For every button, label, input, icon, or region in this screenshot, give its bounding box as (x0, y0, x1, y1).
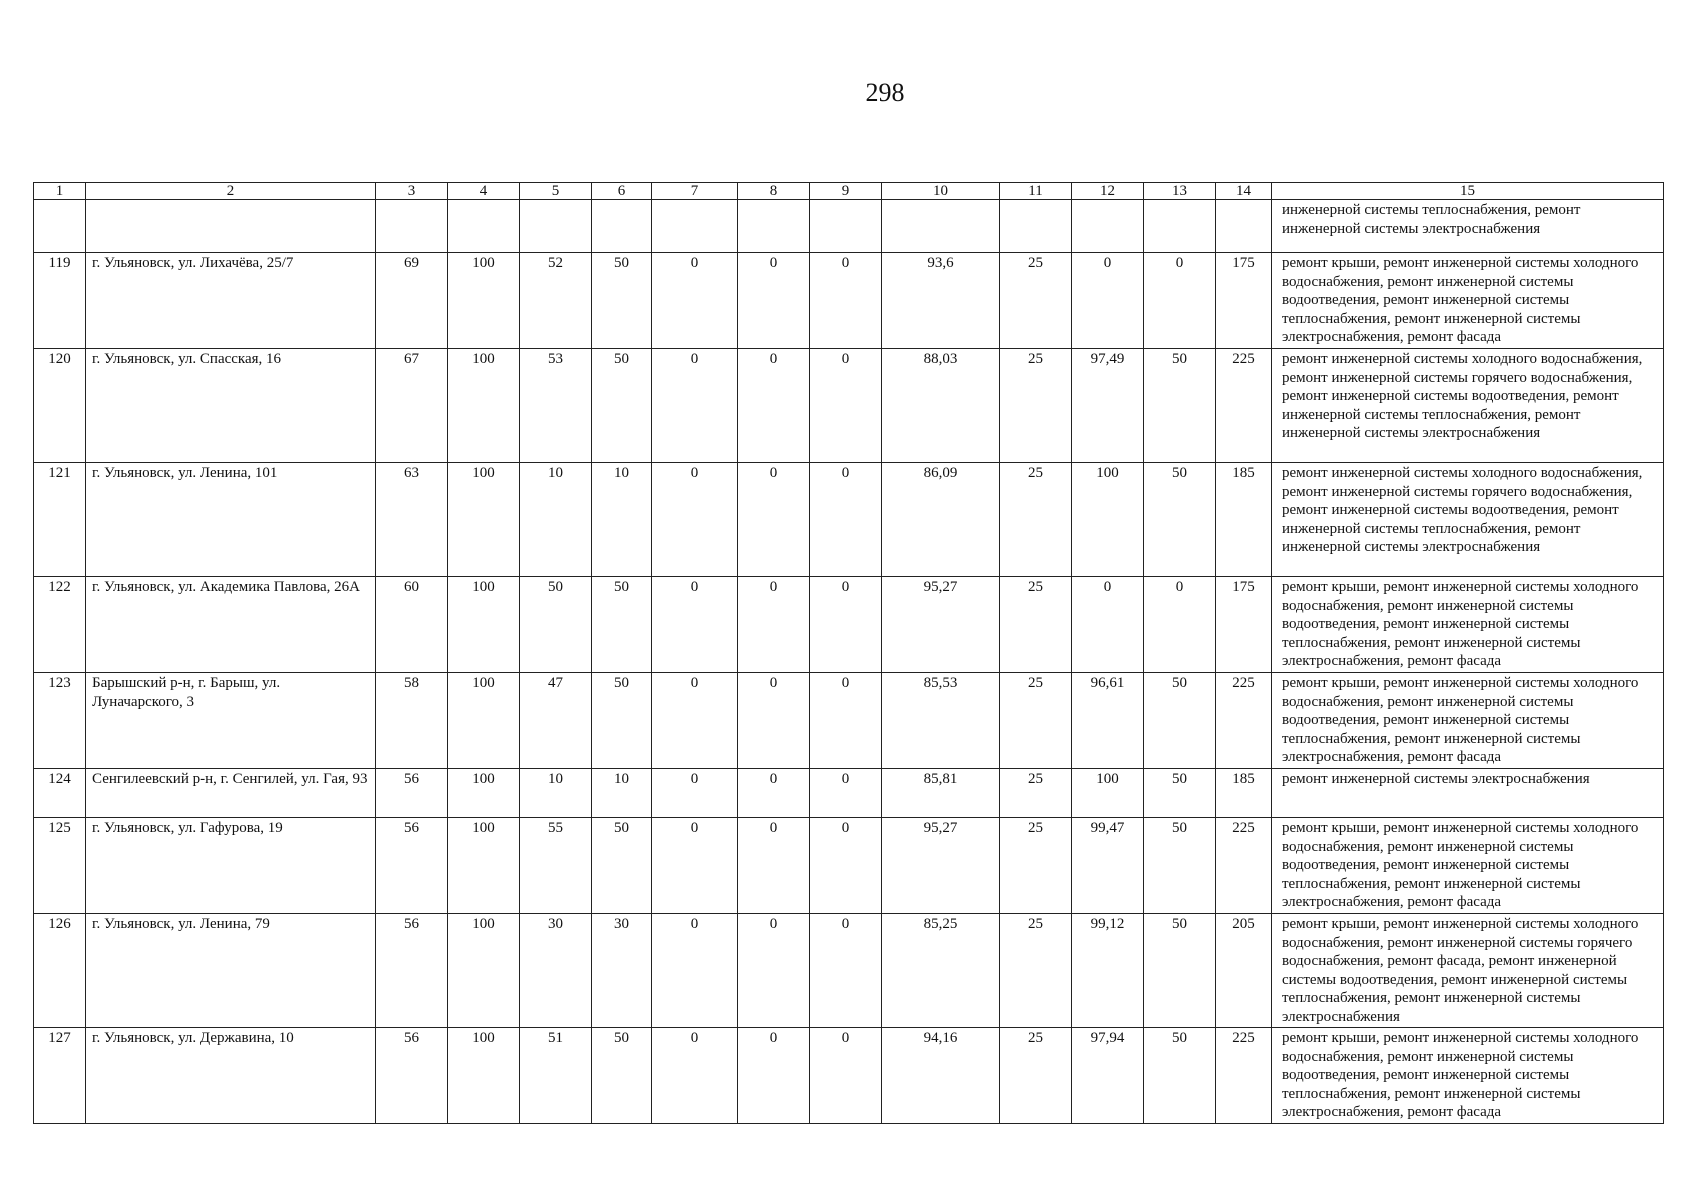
header-col-3: 3 (376, 183, 448, 200)
table-row (34, 914, 1664, 1028)
cell-col-4: 100 (448, 349, 520, 463)
header-col-1: 1 (34, 183, 86, 200)
header-col-2: 2 (86, 183, 376, 200)
cell-col-10: 94,16 (882, 1028, 1000, 1124)
cell-num: 120 (34, 349, 86, 463)
cell-col-7: 0 (652, 253, 738, 349)
cell-col-6: 50 (592, 253, 652, 349)
cell-col-10: 93,6 (882, 253, 1000, 349)
table-row (34, 463, 1664, 577)
cell-col-9: 0 (810, 914, 882, 1028)
header-col-14: 14 (1216, 183, 1272, 200)
header-col-8: 8 (738, 183, 810, 200)
cell-col-4: 100 (448, 673, 520, 769)
cell-col-7: 0 (652, 463, 738, 577)
cell-works: ремонт крыши, ремонт инженерной системы холодного водоснабжения, ремонт инженерной системы водоотведения, ремонт инженерной системы теплоснабжения, ремонт инженерной системы электроснабжения, ремонт фасада (1272, 673, 1664, 769)
cell-col-11: 25 (1000, 769, 1072, 818)
cell-col-14: 225 (1216, 349, 1272, 463)
cell-empty (86, 200, 376, 253)
cell-col-6: 10 (592, 463, 652, 577)
header-row (34, 183, 1664, 200)
cell-col-9: 0 (810, 673, 882, 769)
cell-col-9: 0 (810, 253, 882, 349)
cell-num: 123 (34, 673, 86, 769)
cell-col-13: 0 (1144, 253, 1216, 349)
cell-col-4: 100 (448, 818, 520, 914)
cell-col-9: 0 (810, 769, 882, 818)
header-col-4: 4 (448, 183, 520, 200)
header-col-15: 15 (1272, 183, 1664, 200)
cell-col-8: 0 (738, 673, 810, 769)
cell-col-4: 100 (448, 914, 520, 1028)
cell-col-3: 56 (376, 818, 448, 914)
table-row (34, 1028, 1664, 1124)
cell-col-10: 95,27 (882, 818, 1000, 914)
cell-col-10: 85,81 (882, 769, 1000, 818)
cell-col-12: 97,94 (1072, 1028, 1144, 1124)
cell-col-3: 69 (376, 253, 448, 349)
cell-col-9: 0 (810, 577, 882, 673)
continuation-row (34, 200, 1664, 253)
cell-col-10: 85,53 (882, 673, 1000, 769)
header-col-7: 7 (652, 183, 738, 200)
cell-col-4: 100 (448, 1028, 520, 1124)
cell-col-13: 50 (1144, 349, 1216, 463)
cell-col-5: 52 (520, 253, 592, 349)
cell-address: г. Ульяновск, ул. Гафурова, 19 (86, 818, 376, 914)
cell-col-10: 85,25 (882, 914, 1000, 1028)
cell-col-11: 25 (1000, 577, 1072, 673)
header-col-9: 9 (810, 183, 882, 200)
cell-address: Сенгилеевский р-н, г. Сенгилей, ул. Гая, 93 (86, 769, 376, 818)
header-col-5: 5 (520, 183, 592, 200)
cell-col-12: 97,49 (1072, 349, 1144, 463)
cell-works: ремонт крыши, ремонт инженерной системы холодного водоснабжения, ремонт инженерной системы водоотведения, ремонт инженерной системы теплоснабжения, ремонт инженерной системы электроснабжения, ремонт фасада (1272, 577, 1664, 673)
cell-col-5: 51 (520, 1028, 592, 1124)
cell-col-3: 63 (376, 463, 448, 577)
cell-empty (520, 200, 592, 253)
cell-col-3: 60 (376, 577, 448, 673)
cell-col-12: 0 (1072, 253, 1144, 349)
cell-col-13: 0 (1144, 577, 1216, 673)
page-number: 298 (865, 78, 905, 107)
cell-works: ремонт инженерной системы электроснабжения (1272, 769, 1664, 818)
cell-col-6: 10 (592, 769, 652, 818)
cell-empty (376, 200, 448, 253)
cell-col-3: 56 (376, 769, 448, 818)
cell-col-7: 0 (652, 673, 738, 769)
cell-col-13: 50 (1144, 1028, 1216, 1124)
cell-col-8: 0 (738, 349, 810, 463)
cell-col-7: 0 (652, 914, 738, 1028)
cell-col-9: 0 (810, 818, 882, 914)
cell-works: ремонт инженерной системы холодного водоснабжения, ремонт инженерной системы горячего водоснабжения, ремонт инженерной системы водоотведения, ремонт инженерной системы теплоснабжения, ремонт инженерной системы электроснабжения (1272, 349, 1664, 463)
cell-num: 121 (34, 463, 86, 577)
cell-col-10: 95,27 (882, 577, 1000, 673)
cell-col-10: 86,09 (882, 463, 1000, 577)
cell-empty (448, 200, 520, 253)
cell-col-6: 50 (592, 1028, 652, 1124)
cell-col-5: 55 (520, 818, 592, 914)
cell-col-11: 25 (1000, 253, 1072, 349)
cell-col-5: 10 (520, 769, 592, 818)
cell-col-8: 0 (738, 1028, 810, 1124)
cell-address: г. Ульяновск, ул. Ленина, 101 (86, 463, 376, 577)
cell-address: г. Ульяновск, ул. Лихачёва, 25/7 (86, 253, 376, 349)
cell-col-14: 225 (1216, 1028, 1272, 1124)
table-row (34, 349, 1664, 463)
cell-col-12: 100 (1072, 463, 1144, 577)
cell-num: 125 (34, 818, 86, 914)
cell-col-11: 25 (1000, 914, 1072, 1028)
cell-col-7: 0 (652, 349, 738, 463)
cell-col-7: 0 (652, 1028, 738, 1124)
cell-address: Барышский р-н, г. Барыш, ул. Луначарского, 3 (86, 673, 376, 769)
cell-col-14: 225 (1216, 673, 1272, 769)
cell-col-3: 58 (376, 673, 448, 769)
cell-address: г. Ульяновск, ул. Державина, 10 (86, 1028, 376, 1124)
cell-empty (738, 200, 810, 253)
cell-works: ремонт крыши, ремонт инженерной системы холодного водоснабжения, ремонт инженерной системы горячего водоснабжения, ремонт фасада, ремонт инженерной системы водоотведения, ремонт инженерной системы теплоснабжения, ремонт инженерной системы электроснабжения (1272, 914, 1664, 1028)
cell-col-4: 100 (448, 769, 520, 818)
cell-empty (1144, 200, 1216, 253)
cell-address: г. Ульяновск, ул. Ленина, 79 (86, 914, 376, 1028)
cell-col-6: 50 (592, 818, 652, 914)
cell-col-6: 50 (592, 673, 652, 769)
cell-empty (652, 200, 738, 253)
cell-col-14: 185 (1216, 463, 1272, 577)
cell-col-8: 0 (738, 577, 810, 673)
table-row (34, 673, 1664, 769)
cell-col-4: 100 (448, 577, 520, 673)
cell-col-5: 47 (520, 673, 592, 769)
repair-program-table (33, 182, 1664, 1124)
cell-col-5: 50 (520, 577, 592, 673)
cell-col-8: 0 (738, 914, 810, 1028)
cell-empty (882, 200, 1000, 253)
cell-col-9: 0 (810, 1028, 882, 1124)
repair-program-table-container (33, 182, 1663, 1124)
cell-col-11: 25 (1000, 349, 1072, 463)
cell-col-12: 0 (1072, 577, 1144, 673)
cell-col-11: 25 (1000, 1028, 1072, 1124)
cell-address: г. Ульяновск, ул. Академика Павлова, 26А (86, 577, 376, 673)
cell-col-8: 0 (738, 769, 810, 818)
cell-col-7: 0 (652, 577, 738, 673)
cell-col-14: 175 (1216, 577, 1272, 673)
cell-col-4: 100 (448, 253, 520, 349)
cell-col-14: 205 (1216, 914, 1272, 1028)
cell-col-9: 0 (810, 463, 882, 577)
cell-empty (810, 200, 882, 253)
header-col-10: 10 (882, 183, 1000, 200)
cell-col-3: 56 (376, 1028, 448, 1124)
cell-col-11: 25 (1000, 673, 1072, 769)
table-row (34, 818, 1664, 914)
table-row (34, 253, 1664, 349)
cell-col-12: 99,47 (1072, 818, 1144, 914)
header-col-12: 12 (1072, 183, 1144, 200)
cell-col-3: 67 (376, 349, 448, 463)
cell-empty (34, 200, 86, 253)
header-col-13: 13 (1144, 183, 1216, 200)
cell-empty (592, 200, 652, 253)
cell-col-12: 99,12 (1072, 914, 1144, 1028)
table-row (34, 577, 1664, 673)
cell-col-8: 0 (738, 818, 810, 914)
cell-col-4: 100 (448, 463, 520, 577)
cell-col-11: 25 (1000, 818, 1072, 914)
cell-col-6: 30 (592, 914, 652, 1028)
cell-num: 126 (34, 914, 86, 1028)
cell-col-11: 25 (1000, 463, 1072, 577)
cell-address: г. Ульяновск, ул. Спасская, 16 (86, 349, 376, 463)
cell-num: 119 (34, 253, 86, 349)
cell-col-12: 96,61 (1072, 673, 1144, 769)
cell-num: 124 (34, 769, 86, 818)
cell-col-5: 53 (520, 349, 592, 463)
cell-col-14: 225 (1216, 818, 1272, 914)
cell-num: 122 (34, 577, 86, 673)
cell-col-7: 0 (652, 769, 738, 818)
cell-col-13: 50 (1144, 463, 1216, 577)
cell-col-13: 50 (1144, 769, 1216, 818)
cell-col-13: 50 (1144, 673, 1216, 769)
cell-num: 127 (34, 1028, 86, 1124)
cell-empty (1216, 200, 1272, 253)
cell-works: ремонт крыши, ремонт инженерной системы холодного водоснабжения, ремонт инженерной системы водоотведения, ремонт инженерной системы теплоснабжения, ремонт инженерной системы электроснабжения, ремонт фасада (1272, 253, 1664, 349)
cell-works: ремонт крыши, ремонт инженерной системы холодного водоснабжения, ремонт инженерной системы водоотведения, ремонт инженерной системы теплоснабжения, ремонт инженерной системы электроснабжения, ремонт фасада (1272, 818, 1664, 914)
cell-col-3: 56 (376, 914, 448, 1028)
cell-works: инженерной системы теплоснабжения, ремонт инженерной системы электроснабжения (1272, 200, 1664, 253)
cell-works: ремонт крыши, ремонт инженерной системы холодного водоснабжения, ремонт инженерной системы водоотведения, ремонт инженерной системы теплоснабжения, ремонт инженерной системы электроснабжения, ремонт фасада (1272, 1028, 1664, 1124)
cell-empty (1072, 200, 1144, 253)
cell-col-9: 0 (810, 349, 882, 463)
cell-col-7: 0 (652, 818, 738, 914)
header-col-11: 11 (1000, 183, 1072, 200)
cell-col-14: 175 (1216, 253, 1272, 349)
cell-col-8: 0 (738, 253, 810, 349)
cell-col-12: 100 (1072, 769, 1144, 818)
cell-col-6: 50 (592, 349, 652, 463)
cell-col-5: 10 (520, 463, 592, 577)
header-col-6: 6 (592, 183, 652, 200)
cell-col-5: 30 (520, 914, 592, 1028)
cell-empty (1000, 200, 1072, 253)
cell-col-10: 88,03 (882, 349, 1000, 463)
cell-col-13: 50 (1144, 914, 1216, 1028)
cell-col-6: 50 (592, 577, 652, 673)
cell-works: ремонт инженерной системы холодного водоснабжения, ремонт инженерной системы горячего водоснабжения, ремонт инженерной системы водоотведения, ремонт инженерной системы теплоснабжения, ремонт инженерной системы электроснабжения (1272, 463, 1664, 577)
cell-col-14: 185 (1216, 769, 1272, 818)
table-row (34, 769, 1664, 818)
cell-col-8: 0 (738, 463, 810, 577)
cell-col-13: 50 (1144, 818, 1216, 914)
